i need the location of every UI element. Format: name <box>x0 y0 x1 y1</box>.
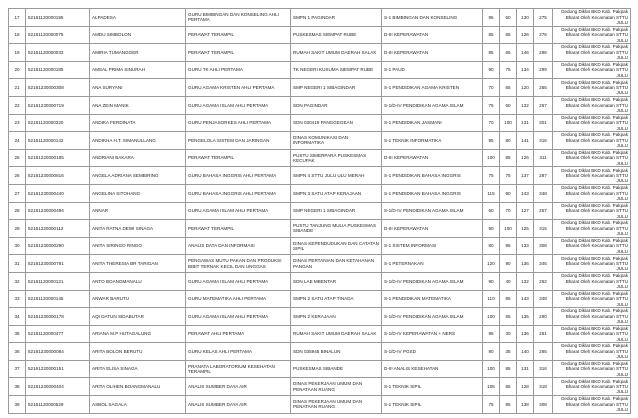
nip-cell: 52161120000121 <box>26 272 90 290</box>
score-3-cell: 132 <box>517 96 534 114</box>
row-number: 38 <box>9 378 26 396</box>
score-3-cell: 140 <box>517 343 534 361</box>
nip-cell: 52161120000320 <box>26 114 90 132</box>
location-cell: Gedung Diklat BKD Kab. Pakpak Bharat Oleh Kecamatan STTU JULU <box>553 26 631 44</box>
table-row <box>9 343 631 361</box>
name-cell: ANITA RATNA DEWI SINAGA <box>90 220 186 238</box>
score-2-cell: 30 <box>500 325 517 343</box>
score-2-cell: 35 <box>500 343 517 361</box>
total-score-cell: 262 <box>534 272 553 290</box>
unit-cell: SDN PAGINDAR <box>291 96 382 114</box>
nip-cell: 52161120000033 <box>26 44 90 62</box>
education-cell: S-1 TEKNIK SIPIL <box>382 396 483 414</box>
position-cell: GURU AGAMA ISLAM AHLI PERTAMA <box>186 96 291 114</box>
score-3-cell: 146 <box>517 44 534 62</box>
row-number: 21 <box>9 79 26 97</box>
position-cell: GURU KELAS AHLI PERTAMA <box>186 343 291 361</box>
education-cell: S-1/D-IV PENDIDIKAN AGAMA ISLAM <box>382 202 483 220</box>
location-cell: Gedung Diklat BKD Kab. Pakpak Bharat Oleh Kecamatan STTU JULU <box>553 396 631 414</box>
name-cell: ASBOL SAGALA <box>90 396 186 414</box>
position-cell: PERAWAT TERAMPIL <box>186 44 291 62</box>
unit-cell: SMPN 1 PAGINDAR <box>291 9 382 27</box>
unit-cell: PUSTU TANJUNG MULIA PUSKESMAS SIBANDE <box>291 220 382 238</box>
row-number: 34 <box>9 308 26 326</box>
nip-cell: 52161120000145 <box>26 290 90 308</box>
unit-cell: SMP NEGERI 1 SIBAGINDAR <box>291 202 382 220</box>
education-cell: S-1 SISTEM INFORMASI <box>382 237 483 255</box>
unit-cell: RUMAH SAKIT UMUM DAERAH SALAK <box>291 325 382 343</box>
score-2-cell: 85 <box>500 360 517 378</box>
score-1-cell: 90 <box>483 272 500 290</box>
position-cell: GURU AGAMA ISLAM AHLI PERTAMA <box>186 308 291 326</box>
position-cell: GURU AGAMA ISLAM AHLI PERTAMA <box>186 272 291 290</box>
education-cell: S-1/D-IV PENDIDIKAN AGAMA ISLAM <box>382 272 483 290</box>
score-3-cell: 131 <box>517 114 534 132</box>
score-3-cell: 126 <box>517 149 534 167</box>
nip-cell: 52161230000308 <box>26 79 90 97</box>
nip-cell: 52161220000151 <box>26 360 90 378</box>
position-cell: PENGAWAS MUTU PAKAN DAN PRODUKSI BIBIT TERNAK KECIL DAN UNGGAS <box>186 255 291 273</box>
education-cell: S-1 PENDIDIKAN MATEMATIKA <box>382 290 483 308</box>
row-number: 35 <box>9 325 26 343</box>
location-cell: Gedung Diklat BKD Kab. Pakpak Bharat Oleh Kecamatan STTU JULU <box>553 202 631 220</box>
total-score-cell: 348 <box>534 184 553 202</box>
score-2-cell: 65 <box>500 44 517 62</box>
education-cell: D-III KEPERAWATAN <box>382 26 483 44</box>
row-number: 27 <box>9 184 26 202</box>
row-number: 33 <box>9 290 26 308</box>
education-cell: S-1 BIMBINGAN DAN KONSELING <box>382 9 483 27</box>
unit-cell: DINAS PEKERJAAN UMUM DAN PENATAAN RUANG <box>291 396 382 414</box>
score-1-cell: 70 <box>483 114 500 132</box>
row-number: 22 <box>9 96 26 114</box>
score-3-cell: 120 <box>517 79 534 97</box>
unit-cell: DINAS PERTANIAN DAN KETAHANAN PANGAN <box>291 255 382 273</box>
score-1-cell: 60 <box>483 202 500 220</box>
score-1-cell: 90 <box>483 220 500 238</box>
table-row <box>9 396 631 414</box>
education-cell: D-III KEPERAWATAN <box>382 44 483 62</box>
table-row <box>9 9 631 27</box>
row-number: 29 <box>9 220 26 238</box>
nip-cell: 52161120000142 <box>26 132 90 150</box>
position-cell: ANALIS SUMBER DAYA AIR <box>186 378 291 396</box>
row-number: 18 <box>9 26 26 44</box>
position-cell: GURU TK AHLI PERTAMA <box>186 61 291 79</box>
score-2-cell: 95 <box>500 396 517 414</box>
score-2-cell: 95 <box>500 237 517 255</box>
education-cell: S-1 PENDIDIKAN BAHASA INGGRIS <box>382 184 483 202</box>
location-cell: Gedung Diklat BKD Kab. Pakpak Bharat Oleh Kecamatan STTU JULU <box>553 9 631 27</box>
score-2-cell: 75 <box>500 61 517 79</box>
location-cell: Gedung Diklat BKD Kab. Pakpak Bharat Oleh Kecamatan STTU JULU <box>553 290 631 308</box>
name-cell: ANITA SIRINGO RINGO <box>90 237 186 255</box>
total-score-cell: 267 <box>534 96 553 114</box>
total-score-cell: 318 <box>534 378 553 396</box>
score-2-cell: 95 <box>500 290 517 308</box>
nip-cell: 52161230000440 <box>26 184 90 202</box>
nip-cell: 52161230000290 <box>26 237 90 255</box>
score-2-cell: 65 <box>500 26 517 44</box>
score-3-cell: 130 <box>517 9 534 27</box>
table-row <box>9 79 631 97</box>
total-score-cell: 301 <box>534 114 553 132</box>
table-row <box>9 272 631 290</box>
score-1-cell: 75 <box>483 96 500 114</box>
education-cell: S-1 PETERNAKAN <box>382 255 483 273</box>
name-cell: AQI DATUN SIDABUTAR <box>90 308 186 326</box>
score-3-cell: 138 <box>517 396 534 414</box>
position-cell: GURU MATEMATIKA AHLI PERTAMA <box>186 290 291 308</box>
score-3-cell: 137 <box>517 167 534 185</box>
education-cell: S-1 PENDIDIKAN BAHASA INGGRIS <box>382 167 483 185</box>
total-score-cell: 290 <box>534 308 553 326</box>
location-cell: Gedung Diklat BKD Kab. Pakpak Bharat Oleh Kecamatan STTU JULU <box>553 149 631 167</box>
unit-cell: PUSKESMAS SIBANDE <box>291 360 382 378</box>
total-score-cell: 315 <box>534 220 553 238</box>
total-score-cell: 257 <box>534 202 553 220</box>
location-cell: Gedung Diklat BKD Kab. Pakpak Bharat Oleh Kecamatan STTU JULU <box>553 167 631 185</box>
name-cell: AMDU SIMBOLON <box>90 26 186 44</box>
score-1-cell: 95 <box>483 9 500 27</box>
row-number: 25 <box>9 149 26 167</box>
total-score-cell: 287 <box>534 167 553 185</box>
location-cell: Gedung Diklat BKD Kab. Pakpak Bharat Oleh Kecamatan STTU JULU <box>553 325 631 343</box>
location-cell: Gedung Diklat BKD Kab. Pakpak Bharat Oleh Kecamatan STTU JULU <box>553 61 631 79</box>
education-cell: D-III KEPERAWATAN <box>382 220 483 238</box>
name-cell: ANNAR <box>90 202 186 220</box>
location-cell: Gedung Diklat BKD Kab. Pakpak Bharat Oleh Kecamatan STTU JULU <box>553 378 631 396</box>
table-row <box>9 26 631 44</box>
location-cell: Gedung Diklat BKD Kab. Pakpak Bharat Oleh Kecamatan STTU JULU <box>553 308 631 326</box>
score-3-cell: 143 <box>517 184 534 202</box>
unit-cell: DINAS PEKERJAAN UMUM DAN PENATAAN RUANG <box>291 378 382 396</box>
education-cell: S-1 TEKNIK INFORMATIKA <box>382 132 483 150</box>
nip-cell: 52161230000494 <box>26 202 90 220</box>
score-3-cell: 135 <box>517 308 534 326</box>
unit-cell: TK NEGERI KUSUMA SIEMPAT RUBE <box>291 61 382 79</box>
table-row <box>9 132 631 150</box>
table-row <box>9 61 631 79</box>
name-cell: ARITA OLIHEN BOANGMANALU <box>90 378 186 396</box>
unit-cell: SDN 030419 PANGGEGEAN <box>291 114 382 132</box>
row-number: 30 <box>9 237 26 255</box>
score-1-cell: 80 <box>483 237 500 255</box>
row-number: 17 <box>9 9 26 27</box>
unit-cell: SDN LAE MBENTAR <box>291 272 382 290</box>
total-score-cell: 265 <box>534 343 553 361</box>
score-1-cell: 110 <box>483 290 500 308</box>
score-1-cell: 85 <box>483 44 500 62</box>
score-2-cell: 100 <box>500 220 517 238</box>
position-cell: PERAWAT TERAMPIL <box>186 220 291 238</box>
row-number: 19 <box>9 44 26 62</box>
location-cell: Gedung Diklat BKD Kab. Pakpak Bharat Oleh Kecamatan STTU JULU <box>553 237 631 255</box>
row-number: 32 <box>9 272 26 290</box>
score-3-cell: 133 <box>517 237 534 255</box>
score-3-cell: 136 <box>517 255 534 273</box>
unit-cell: SMPN 2 SATU ATAP TINADA <box>291 290 382 308</box>
total-score-cell: 276 <box>534 26 553 44</box>
name-cell: ARITA ELISA SINAGA <box>90 360 186 378</box>
score-1-cell: 70 <box>483 79 500 97</box>
score-3-cell: 132 <box>517 272 534 290</box>
location-cell: Gedung Diklat BKD Kab. Pakpak Bharat Oleh Kecamatan STTU JULU <box>553 220 631 238</box>
score-3-cell: 127 <box>517 202 534 220</box>
table-row <box>9 114 631 132</box>
score-1-cell: 85 <box>483 26 500 44</box>
score-2-cell: 100 <box>500 114 517 132</box>
location-cell: Gedung Diklat BKD Kab. Pakpak Bharat Oleh Kecamatan STTU JULU <box>553 132 631 150</box>
score-3-cell: 143 <box>517 290 534 308</box>
score-1-cell: 115 <box>483 184 500 202</box>
unit-cell: SMPN 3 SATU ATAP KERAJAAN <box>291 184 382 202</box>
location-cell: Gedung Diklat BKD Kab. Pakpak Bharat Oleh Kecamatan STTU JULU <box>553 272 631 290</box>
score-1-cell: 75 <box>483 396 500 414</box>
name-cell: ARIANA M.P HUTAGALUNG <box>90 325 186 343</box>
name-cell: ANGELINA SITOHANG <box>90 184 186 202</box>
nip-cell: 52161120000477 <box>26 325 90 343</box>
name-cell: ALPADESA <box>90 9 186 27</box>
name-cell: ANWAR BARUTU <box>90 290 186 308</box>
score-2-cell: 55 <box>500 308 517 326</box>
total-score-cell: 308 <box>534 396 553 414</box>
position-cell: GURU AGAMA KRISTEN AHLI PERTAMA <box>186 79 291 97</box>
row-number: 36 <box>9 343 26 361</box>
position-cell: PERAWAT TERAMPIL <box>186 149 291 167</box>
location-cell: Gedung Diklat BKD Kab. Pakpak Bharat Oleh Kecamatan STTU JULU <box>553 44 631 62</box>
table-row <box>9 149 631 167</box>
score-1-cell: 90 <box>483 61 500 79</box>
score-1-cell: 95 <box>483 132 500 150</box>
table-row <box>9 255 631 273</box>
score-1-cell: 100 <box>483 360 500 378</box>
table-row <box>9 167 631 185</box>
name-cell: ANGELA ADRIANA SEMBIRING <box>90 167 186 185</box>
score-2-cell: 75 <box>500 167 517 185</box>
unit-cell: SMP NEGERI 1 SIBAGINDAR <box>291 79 382 97</box>
unit-cell: PUSTU SIMERPARA PUSKESMAS KECUPAK <box>291 149 382 167</box>
table-row <box>9 360 631 378</box>
name-cell: ANTO BOANGMANALU <box>90 272 186 290</box>
location-cell: Gedung Diklat BKD Kab. Pakpak Bharat Oleh Kecamatan STTU JULU <box>553 114 631 132</box>
score-3-cell: 126 <box>517 26 534 44</box>
education-cell: S-1 PENDIDIKAN JASMANI <box>382 114 483 132</box>
nip-cell: 52161230000791 <box>26 255 90 273</box>
name-cell: ANA ZEIN MANIK <box>90 96 186 114</box>
nip-cell: 52161120000195 <box>26 9 90 27</box>
participant-table <box>8 8 631 414</box>
position-cell: GURU AGAMA ISLAM AHLI PERTAMA <box>186 202 291 220</box>
row-number: 28 <box>9 202 26 220</box>
total-score-cell: 308 <box>534 237 553 255</box>
nip-cell: 52161230000084 <box>26 343 90 361</box>
score-3-cell: 125 <box>517 220 534 238</box>
table-row <box>9 290 631 308</box>
total-score-cell: 346 <box>534 255 553 273</box>
position-cell: PERAWAT TERAMPIL <box>186 26 291 44</box>
nip-cell: 52161120000185 <box>26 61 90 79</box>
score-3-cell: 131 <box>517 360 534 378</box>
total-score-cell: 311 <box>534 149 553 167</box>
total-score-cell: 348 <box>534 290 553 308</box>
nip-cell: 52161220000112 <box>26 220 90 238</box>
score-1-cell: 75 <box>483 167 500 185</box>
nip-cell: 52161230000178 <box>26 308 90 326</box>
table-row <box>9 237 631 255</box>
table-row <box>9 378 631 396</box>
row-number: 24 <box>9 132 26 150</box>
education-cell: S-1 PAUD <box>382 61 483 79</box>
total-score-cell: 316 <box>534 360 553 378</box>
table-row <box>9 325 631 343</box>
unit-cell: DINAS KOMUNIKASI DAN INFORMATIKA <box>291 132 382 150</box>
nip-cell: 52161230000719 <box>26 96 90 114</box>
location-cell: Gedung Diklat BKD Kab. Pakpak Bharat Oleh Kecamatan STTU JULU <box>553 79 631 97</box>
nip-cell: 52161230000404 <box>26 378 90 396</box>
position-cell: ANALIS DATA DAN INFORMASI <box>186 237 291 255</box>
name-cell: ARITA BOLON BERUTU <box>90 343 186 361</box>
table-body <box>9 9 631 414</box>
score-1-cell: 90 <box>483 343 500 361</box>
name-cell: ANITA THERESIA BR TARIGAN <box>90 255 186 273</box>
score-1-cell: 100 <box>483 308 500 326</box>
score-1-cell: 120 <box>483 255 500 273</box>
position-cell: GURU BAHASA INGGRIS AHLI PERTAMA <box>186 184 291 202</box>
score-1-cell: 100 <box>483 149 500 167</box>
nip-cell: 52161120000529 <box>26 396 90 414</box>
row-number: 20 <box>9 61 26 79</box>
name-cell: ANDRIANI BAKARA <box>90 149 186 167</box>
score-2-cell: 65 <box>500 79 517 97</box>
name-cell: AMSAL PRIMA SINURAH <box>90 61 186 79</box>
total-score-cell: 296 <box>534 44 553 62</box>
row-number: 37 <box>9 360 26 378</box>
education-cell: S-1 PENDIDIKAN AGAMA KRISTEN <box>382 79 483 97</box>
location-cell: Gedung Diklat BKD Kab. Pakpak Bharat Oleh Kecamatan STTU JULU <box>553 184 631 202</box>
score-3-cell: 141 <box>517 132 534 150</box>
nip-cell: 52161220000185 <box>26 149 90 167</box>
total-score-cell: 261 <box>534 325 553 343</box>
education-cell: S-1 TEKNIK SIPIL <box>382 378 483 396</box>
row-number: 23 <box>9 114 26 132</box>
row-number: 26 <box>9 167 26 185</box>
score-3-cell: 136 <box>517 325 534 343</box>
education-cell: S-1/D-IV PENDIDIKAN AGAMA ISLAM <box>382 308 483 326</box>
table-row <box>9 220 631 238</box>
score-2-cell: 60 <box>500 96 517 114</box>
education-cell: D-III KEPERAWATAN <box>382 149 483 167</box>
total-score-cell: 255 <box>534 79 553 97</box>
unit-cell: PUSKESMAS SIEMPAT RUBE <box>291 26 382 44</box>
score-2-cell: 85 <box>500 149 517 167</box>
position-cell: ANALIS SUMBER DAYA AIR <box>186 396 291 414</box>
name-cell: ANDIKHA H.T. SIMANULLANG <box>90 132 186 150</box>
score-2-cell: 50 <box>500 9 517 27</box>
education-cell: S-1/D-IV PENDIDIKAN AGAMA ISLAM <box>382 96 483 114</box>
table-row <box>9 308 631 326</box>
row-number: 31 <box>9 255 26 273</box>
total-score-cell: 275 <box>534 9 553 27</box>
unit-cell: RUMAH SAKIT UMUM DAERAH SALAK <box>291 44 382 62</box>
table-row <box>9 202 631 220</box>
nip-cell: 52161120000075 <box>26 26 90 44</box>
location-cell: Gedung Diklat BKD Kab. Pakpak Bharat Oleh Kecamatan STTU JULU <box>553 96 631 114</box>
position-cell: PENGELOLA SISTEM DAN JARINGAN <box>186 132 291 150</box>
education-cell: S-1/D-IV KEPERAWATAN + NERS <box>382 325 483 343</box>
name-cell: AMIRIA TUMANGGER <box>90 44 186 62</box>
unit-cell: DINAS KEPENDUDUKAN DAN CATATAN SIPIL <box>291 237 382 255</box>
total-score-cell: 299 <box>534 61 553 79</box>
row-number: 39 <box>9 396 26 414</box>
score-1-cell: 105 <box>483 378 500 396</box>
position-cell: GURU BAHASA INGGRIS AHLI PERTAMA <box>186 167 291 185</box>
unit-cell: SMPN 4 STTU JULU ULU MERAH <box>291 167 382 185</box>
position-cell: PRANATA LABORATORIUM KESEHATAN TERAMPIL <box>186 360 291 378</box>
score-2-cell: 70 <box>500 202 517 220</box>
education-cell: S-1/D-IV PGSD <box>382 343 483 361</box>
table-row <box>9 44 631 62</box>
table-row <box>9 184 631 202</box>
score-2-cell: 85 <box>500 378 517 396</box>
score-2-cell: 90 <box>500 255 517 273</box>
name-cell: ANA SURYANI <box>90 79 186 97</box>
position-cell: GURU BIMBINGAN DAN KONSELING AHLI PERTAMA <box>186 9 291 27</box>
location-cell: Gedung Diklat BKD Kab. Pakpak Bharat Oleh Kecamatan STTU JULU <box>553 360 631 378</box>
position-cell: PERAWAT AHLI PERTAMA <box>186 325 291 343</box>
score-1-cell: 95 <box>483 325 500 343</box>
unit-cell: SDN 035945 BINALUN <box>291 343 382 361</box>
position-cell: GURU PENJASORKES AHLI PERTAMA <box>186 114 291 132</box>
score-2-cell: 80 <box>500 132 517 150</box>
score-3-cell: 128 <box>517 378 534 396</box>
score-2-cell: 90 <box>500 184 517 202</box>
score-2-cell: 40 <box>500 272 517 290</box>
education-cell: D-III ANALIS KESEHATAN <box>382 360 483 378</box>
location-cell: Gedung Diklat BKD Kab. Pakpak Bharat Oleh Kecamatan STTU JULU <box>553 343 631 361</box>
score-3-cell: 134 <box>517 61 534 79</box>
table-row <box>9 96 631 114</box>
nip-cell: 52161230000816 <box>26 167 90 185</box>
name-cell: ANDIKA FERDINATA <box>90 114 186 132</box>
location-cell: Gedung Diklat BKD Kab. Pakpak Bharat Oleh Kecamatan STTU JULU <box>553 255 631 273</box>
unit-cell: SMPN 2 KERAJAAN <box>291 308 382 326</box>
total-score-cell: 316 <box>534 132 553 150</box>
